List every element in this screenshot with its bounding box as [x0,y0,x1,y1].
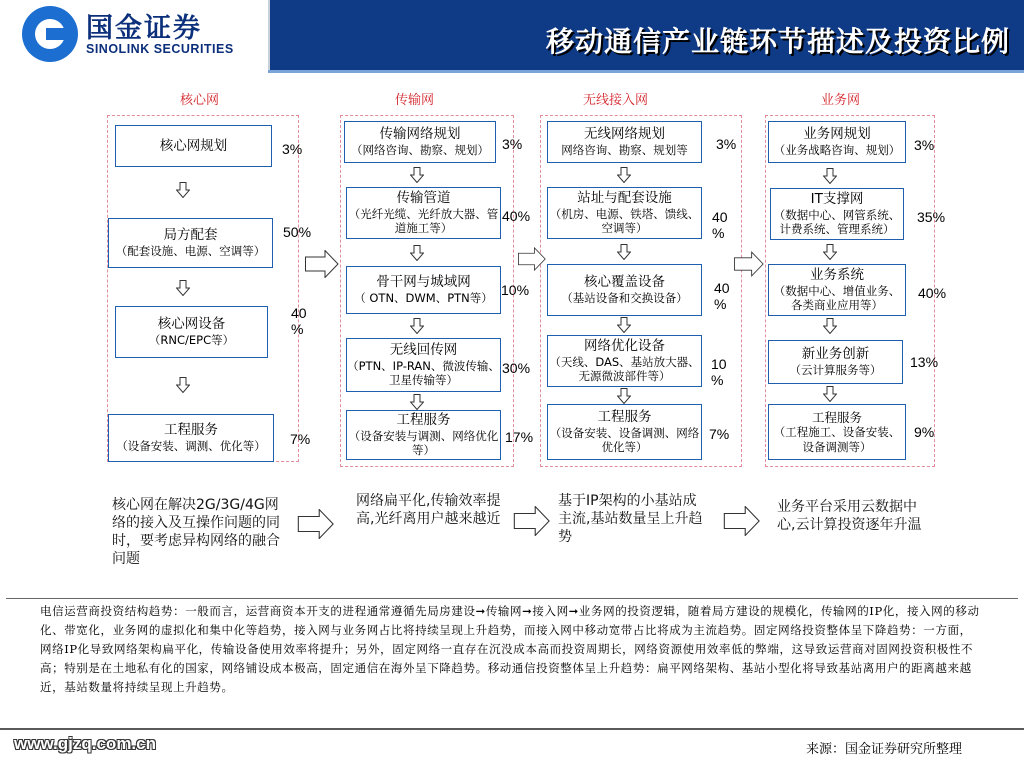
percent-label: 7% [709,426,730,442]
down-arrow-icon [176,182,190,198]
down-arrow-icon [617,317,631,333]
box-title: 工程服务 [811,409,862,425]
percent-label: 35% [917,209,946,225]
percent-label: 17% [505,429,534,445]
box-subtitle: （数据中心、增值业务、各类商业应用等） [773,284,901,313]
box-title: 无线网络规划 [584,126,665,143]
box-subtitle: （配套设施、电源、空调等） [115,244,266,259]
box-subtitle: （天线、DAS、基站放大器、无源微波部件等） [549,355,700,384]
percent-label: 3% [282,141,303,157]
down-arrow-icon [410,245,424,261]
flow-box [547,264,702,316]
footer-divider [0,728,1024,730]
footer-url: www.gjzq.com.cn [14,734,156,753]
down-arrow-icon [176,377,190,393]
box-title: 传输网络规划 [379,126,461,143]
box-subtitle: （工程施工、设备安装、设备调测等） [773,425,901,454]
divider [6,598,1018,599]
flow-box [115,306,268,358]
percent-label: 40 % [712,209,728,241]
flow-box [346,266,501,314]
box-subtitle: （网络咨询、勘察、规划） [351,143,489,158]
flow-box [547,187,702,239]
down-arrow-icon [823,318,837,334]
flow-box [346,338,501,392]
brand-name-en: SINOLINK SECURITIES [86,42,234,56]
percent-label: 3% [502,136,523,152]
percent-label: 40% [502,208,531,224]
box-subtitle: （云计算服务等） [789,363,882,378]
box-title: 业务网规划 [803,126,871,143]
flow-box [547,121,702,163]
box-title: 骨干网与城域网 [376,274,471,291]
percent-label: 40 % [714,280,730,312]
column-frame-core [107,115,299,462]
percent-label: 40 % [291,305,307,337]
percent-label: 3% [716,136,737,152]
box-title: 工程服务 [396,412,451,429]
flow-box [768,340,903,384]
flow-box [547,404,702,460]
page-title: 移动通信产业链环节描述及投资比例 [545,25,1010,58]
percent-label: 13% [910,354,939,370]
percent-label: 30% [502,360,531,376]
box-title: 核心网规划 [159,137,228,154]
box-title: 传输管道 [396,190,451,207]
percent-label: 50% [283,224,312,240]
flow-box [768,264,906,316]
down-arrow-icon [823,386,837,402]
column-note: 核心网在解决2G/3G/4G网络的接入及互操作问题的同时，要考虑异构网络的融合问题 [112,497,280,567]
flow-box [108,414,274,462]
down-arrow-icon [823,168,837,184]
percent-label: 40% [918,285,947,301]
box-title: 网络优化设备 [584,338,665,355]
box-title: 无线回传网 [389,342,458,359]
box-title: IT支撑网 [810,191,864,208]
box-title: 工程服务 [164,422,218,439]
box-subtitle: （设备安装、调测、优化等） [116,439,266,454]
header-accent-line [268,70,1024,73]
right-arrow-icon [305,250,339,278]
percent-label: 7% [290,431,311,447]
flow-box [770,188,904,240]
box-subtitle: （ OTN、DWM、PTN等） [354,291,493,306]
box-subtitle: 网络咨询、勘察、规划等 [561,143,688,158]
box-title: 站址与配套设施 [577,190,672,207]
column-note: 基于IP架构的小基站成主流,基站数量呈上升趋势 [558,493,703,545]
box-title: 工程服务 [597,409,652,426]
down-arrow-icon [176,280,190,296]
flow-box [346,187,501,239]
box-subtitle: （PTN、IP-RAN、微波传输、卫星传输等） [347,359,500,388]
down-arrow-icon [823,244,837,260]
percent-label: 3% [914,137,935,153]
box-subtitle: （设备安装、设备调测、网络优化等） [549,426,700,455]
column-head-transport: 传输网 [395,93,435,108]
flow-box [115,125,272,167]
flow-box [547,335,702,387]
flow-box [346,410,501,460]
box-subtitle: （机房、电源、铁塔、馈线、空调等） [549,207,700,236]
box-subtitle: （设备安装与调测、网络优化等） [348,429,499,458]
percent-label: 10 % [711,356,727,388]
box-title: 核心网设备 [157,316,226,333]
right-arrow-icon [512,506,552,536]
right-arrow-icon [722,506,762,536]
box-subtitle: （RNC/EPC等） [148,333,235,348]
flow-box [768,121,906,163]
column-head-service: 业务网 [821,93,861,108]
column-note: 网络扁平化,传输效率提高,光纤离用户越来越近 [356,493,501,527]
down-arrow-icon [617,388,631,404]
column-head-wireless: 无线接入网 [583,93,649,108]
box-subtitle: （业务战略咨询、规划） [773,143,901,158]
flow-box [344,121,496,163]
percent-label: 9% [914,424,935,440]
down-arrow-icon [410,167,424,183]
box-subtitle: （数据中心、网管系统、计费系统、管理系统） [773,208,901,237]
box-title: 局方配套 [163,227,218,244]
right-arrow-icon [734,250,764,278]
percent-label: 10% [501,282,530,298]
down-arrow-icon [410,318,424,334]
down-arrow-icon [410,394,424,410]
source-note: 来源：国金证券研究所整理 [805,742,962,757]
box-subtitle: （基站设备和交换设备） [561,291,688,306]
company-logo-icon [22,6,78,62]
column-head-core: 核心网 [180,93,220,108]
logo [0,0,270,70]
flow-box [108,218,273,268]
down-arrow-icon [617,244,631,260]
brand-name-cn: 国金证券 [86,13,202,44]
box-title: 业务系统 [810,267,864,284]
flow-box [768,404,906,460]
down-arrow-icon [617,167,631,183]
summary-paragraph: 电信运营商投资结构趋势：一般而言，运营商资本开支的进程通常遵循先局房建设➞传输网➞接入网➞业务网的投资逻辑，随着局方建设的规模化，传输网的IP化，接入网的移动化、带宽化，业务网的虚拟化和集中化等趋势，接入网与业务网占比将持续呈现上升趋势，而接入网中移动宽带占比将成为主流趋势。固定网络投资整体呈下降趋势：一方面，网络IP化导致网络架构扁平化，传输设备使用效率将提升；另外，固定网络一直存在沉没成本高而投资周期长，网络资源使用效率低的弊端，这导致运营商对固网投资积极性不高；特别是在土地私有化的国家，网络铺设成本极高，固定通信在海外呈下降趋势。移动通信投资整体呈上升趋势：扁平网络架构、基站小型化将导致基站离用户的距离越来越近，基站数量将持续呈现上升趋势。 [40,604,980,694]
right-arrow-icon [296,509,336,539]
box-title: 新业务创新 [801,346,870,363]
box-title: 核心覆盖设备 [584,274,665,291]
right-arrow-icon [518,246,546,272]
column-note: 业务平台采用云数据中心,云计算投资逐年升温 [777,499,922,533]
box-subtitle: （光纤光缆、光纤放大器、管道施工等） [348,207,499,236]
